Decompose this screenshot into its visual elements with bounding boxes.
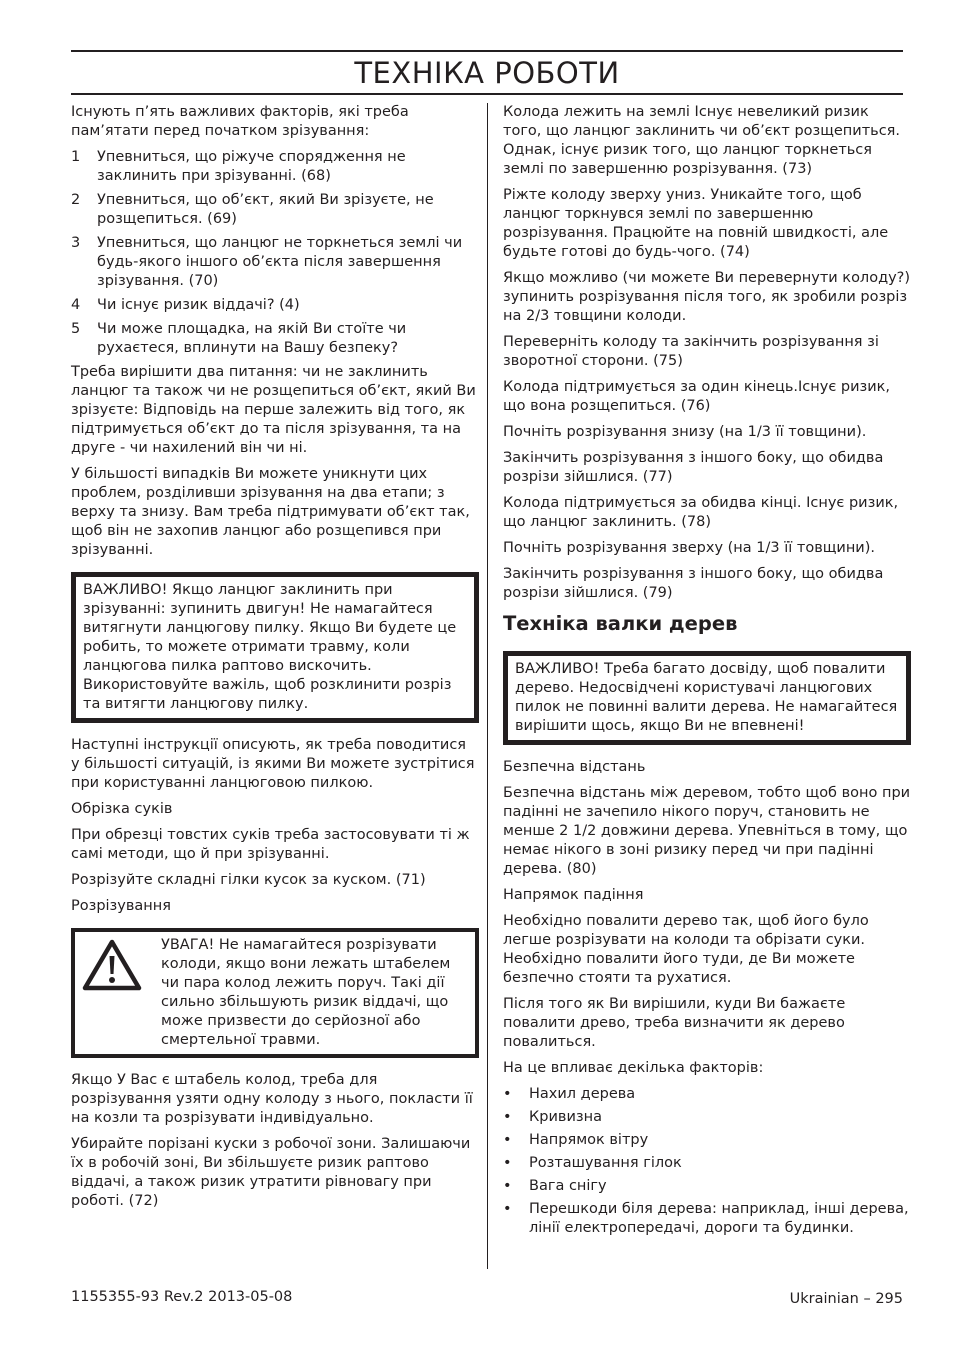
cutting-heading: Розрізування bbox=[71, 898, 171, 914]
factor-item bbox=[71, 234, 479, 291]
factors-list bbox=[71, 148, 479, 358]
start-from-top-paragraph: Почніть розрізування зверху (на 1/3 її товщини). bbox=[503, 540, 875, 556]
factor-text: Упевниться, що об’єкт, який Ви зрізуєте, не розщепиться. (69) bbox=[97, 192, 434, 227]
two-issues-paragraph: Треба вирішити два питання: чи не заклинить ланцюг та також чи не розщепиться об’єкт, який Ви зрізуєте: Відповідь на перше залежить від того, як підтримується об’єкт до та після зрізування, та на друге - чи нахилений він чи ні. bbox=[71, 364, 476, 456]
column-divider bbox=[487, 103, 488, 1269]
bullet-marker: • bbox=[503, 1132, 512, 1148]
limbing-heading: Обрізка суків bbox=[71, 801, 173, 817]
factor-number: 4 bbox=[71, 297, 81, 313]
bullet-marker: • bbox=[503, 1109, 512, 1125]
felling-direction-paragraph-2: Після того як Ви вирішили, куди Ви бажаєте повалити древо, треба визначити як дерево повалиться. bbox=[503, 996, 846, 1050]
start-from-below-paragraph: Почніть розрізування знизу (на 1/3 її товщини). bbox=[503, 424, 867, 440]
bullet-text: Вага снігу bbox=[529, 1178, 607, 1194]
factor-text: Упевниться, що ріжуче спорядження не заклинить при зрізуванні. (68) bbox=[97, 149, 406, 184]
bullet-marker: • bbox=[503, 1201, 512, 1217]
supported-one-end-paragraph: Колода підтримується за один кінець.Існує ризик, що вона розщепиться. (76) bbox=[503, 379, 891, 414]
bullet-text: Розташування гілок bbox=[529, 1155, 682, 1171]
important-notice-box bbox=[71, 572, 479, 723]
header-rule-top bbox=[71, 50, 903, 52]
factors-intro-paragraph: На це впливає декілька факторів: bbox=[503, 1060, 764, 1076]
factor-text: Чи існує ризик віддачі? (4) bbox=[97, 297, 300, 313]
felling-important-text: ВАЖЛИВО! Треба багато досвіду, щоб повалити дерево. Недосвідчені користувачі ланцюгових пилок не повинні валити дерева. Не намагайтеся вирішити щось, якщо Ви не впевнені! bbox=[515, 661, 898, 734]
felling-direction-paragraph-1: Необхідно повалити дерево так, щоб його було легше розрізувати на колоди та обрізати суки. Необхідно повалити його туди, де Ви можете безпечно стояти та рухатися. bbox=[503, 913, 869, 986]
bullet-text: Перешкоди біля дерева: наприклад, інші дерева, лінії електропередачі, дороги та будинки. bbox=[529, 1201, 909, 1236]
finish-other-side-paragraph: Закінчить розрізування з іншого боку, що обидва розрізи зійшлися. (77) bbox=[503, 450, 884, 485]
factor-number: 5 bbox=[71, 321, 81, 337]
limbing-paragraph: При обрезці товстих суків треба застосовувати ті ж самі методи, що й при зрізуванні. bbox=[71, 827, 470, 862]
page-title: ТЕХНІКА РОБОТИ bbox=[354, 56, 620, 90]
felling-important-box bbox=[503, 651, 911, 745]
stop-two-thirds-paragraph: Якщо можливо (чи можете Ви перевернути колоду?) зупинить розрізування після того, як зробили розріз на 2/3 товщини колоди. bbox=[503, 270, 911, 324]
pile-paragraph: Якщо У Вас є штабель колод, треба для розрізування узяти одну колоду з нього, покласти її на козли та розрізувати індивідуально. bbox=[71, 1072, 473, 1126]
header-rule-bottom bbox=[71, 93, 903, 95]
felling-technique-heading: Техніка валки дерев bbox=[503, 612, 738, 635]
bullet-item bbox=[503, 1154, 911, 1173]
factor-text: Чи може площадка, на якій Ви стоїте чи рухаєтеся, вплинути на Вашу безпеку? bbox=[97, 321, 407, 356]
bullet-text: Напрямок вітру bbox=[529, 1132, 649, 1148]
warning-notice-inner bbox=[75, 932, 475, 1054]
supported-both-ends-paragraph: Колода підтримується за обидва кінці. Існує ризик, що ланцюг заклинить. (78) bbox=[503, 495, 899, 530]
warning-triangle-icon bbox=[81, 936, 161, 1050]
bullet-marker: • bbox=[503, 1178, 512, 1194]
two-stages-paragraph: У більшості випадків Ви можете уникнути цих проблем, розділивши зрізування на два етапи; з верху та знизу. Вам треба підтримувати об’єкт так, щоб він не захопив ланцюг або розщепився при зрізуванні. bbox=[71, 466, 470, 558]
factor-item bbox=[71, 148, 479, 186]
bullet-item bbox=[503, 1085, 911, 1104]
bullet-item bbox=[503, 1200, 911, 1238]
important-notice-text: ВАЖЛИВО! Якщо ланцюг заклинить при зрізуванні: зупинить двигун! Не намагайтеся витягнути ланцюгову пилку. Якщо Ви будете це робить, то можете отримати травму, коли ланцюгова пилка раптово вискочить. Використовуйте важіль, щоб розклинити розріз та витягти ланцюгову пилку. bbox=[83, 582, 457, 712]
safe-distance-heading: Безпечна відстань bbox=[503, 759, 646, 775]
footer-doc-id: 1155355-93 Rev.2 2013-05-08 bbox=[71, 1289, 293, 1305]
instructions-paragraph: Наступні інструкції описують, як треба поводитися у більшості ситуацій, із якими Ви можете зустрітися при користуванні ланцюговою пилкою. bbox=[71, 737, 475, 791]
safe-distance-paragraph: Безпечна відстань між деревом, тобто щоб воно при падінні не зачепило нікого поруч, становить не менше 2 1/2 довжини дерева. Упевніться в тому, що немає нікого в зоні ризику перед чи при падінні дерева. (80) bbox=[503, 785, 911, 877]
turn-log-paragraph: Переверніть колоду та закінчить розрізування зі зворотної сторони. (75) bbox=[503, 334, 879, 369]
bullet-item bbox=[503, 1131, 911, 1150]
bullet-text: Кривизна bbox=[529, 1109, 602, 1125]
bullet-marker: • bbox=[503, 1086, 512, 1102]
bullet-text: Нахил дерева bbox=[529, 1086, 636, 1102]
felling-factors-list bbox=[503, 1085, 911, 1238]
felling-direction-heading: Напрямок падіння bbox=[503, 887, 644, 903]
intro-paragraph: Існують п’ять важливих факторів, які треба пам’ятати перед початком зрізування: bbox=[71, 104, 409, 139]
remove-pieces-paragraph: Убирайте порізані куски з робочої зони. Залишаючи їх в робочій зоні, Ви збільшуєте ризик раптово віддачі, а також ризик утратити рівновагу при роботі. (72) bbox=[71, 1136, 471, 1209]
factor-text: Упевниться, що ланцюг не торкнеться землі чи будь-якого іншого об’єкта після завершення зрізування. (70) bbox=[97, 235, 463, 289]
left-column bbox=[71, 103, 479, 1218]
log-on-ground-paragraph: Колода лежить на землі Існує невеликий ризик того, що ланцюг заклинить чи об’єкт розщепиться. Однак, існує ризик того, що ланцюг торкнеться землі по завершенню розрізування. (73) bbox=[503, 104, 901, 177]
branches-paragraph: Розрізуйте складні гілки кусок за куском. (71) bbox=[71, 872, 426, 888]
factor-item bbox=[71, 296, 479, 315]
bullet-marker: • bbox=[503, 1155, 512, 1171]
footer-page-number: Ukrainian – 295 bbox=[789, 1291, 903, 1307]
cut-top-down-paragraph: Ріжте колоду зверху униз. Уникайте того, щоб ланцюг торкнувся землі по завершенню розрізування. Працюйте на повній швидкості, але будьте готові до будь-чого. (74) bbox=[503, 187, 889, 260]
factor-item bbox=[71, 320, 479, 358]
right-column bbox=[503, 103, 911, 1242]
bullet-item bbox=[503, 1177, 911, 1196]
finish-other-side-paragraph-2: Закінчить розрізування з іншого боку, що обидва розрізи зійшлися. (79) bbox=[503, 566, 884, 601]
warning-notice-box bbox=[71, 928, 479, 1058]
factor-item bbox=[71, 191, 479, 229]
factor-number: 1 bbox=[71, 149, 81, 165]
factor-number: 2 bbox=[71, 192, 81, 208]
factor-number: 3 bbox=[71, 235, 81, 251]
warning-notice-text: УВАГА! Не намагайтеся розрізувати колоди, якщо вони лежать штабелем чи пара колод лежить поруч. Такі дії сильно збільшують ризик віддачі, що може призвести до серйозної або смертельної травми. bbox=[161, 937, 451, 1048]
bullet-item bbox=[503, 1108, 911, 1127]
